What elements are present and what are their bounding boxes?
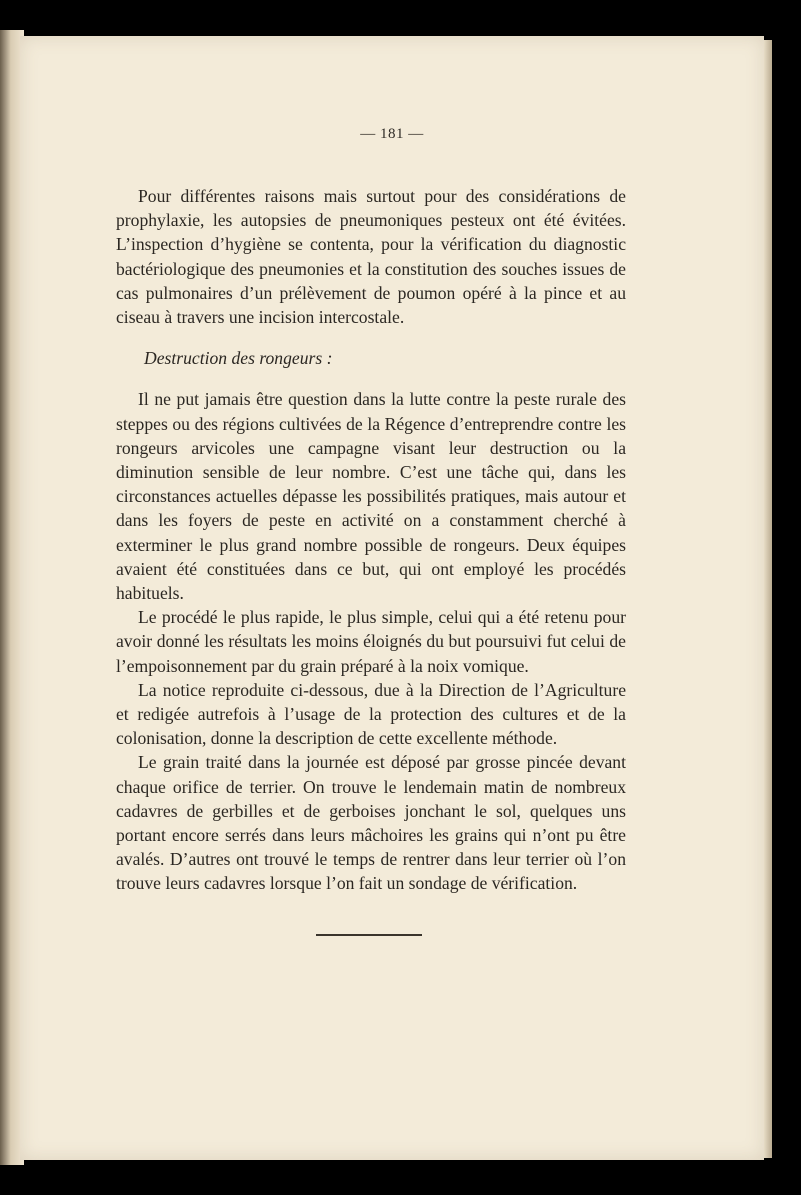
paragraph: Le grain traité dans la journée est déposé par grosse pincée devant chaque orifice de terrier. On trouve le lendemain matin de nombreux cadavres de gerbilles et de gerboises jonchant le sol, quelques uns portant encore serrés dans leurs mâchoires les grains qui n’ont pu être avalés. D’autres ont trouvé le temps de rentrer dans leur terrier où l’on trouve leurs cadavres lorsque l’on fait un sondage de vérification. bbox=[116, 752, 626, 894]
page-right-edge bbox=[764, 40, 772, 1158]
paragraph: Il ne put jamais être question dans la lutte contre la peste rurale des steppes ou des régions cultivées de la Régence d’entreprendre contre les rongeurs arvicoles une campagne visant leur destruction ou la diminution sensible de leur nombre. C’est une tâche qui, dans les circonstances actuelles dépasse les possibilités pratiques, mais autour et dans les foyers de peste en activité on a constamment cherché à exterminer le plus grand nombre possible de rongeurs. Deux équipes avaient été constituées dans ce but, qui ont employé les procédés habituels. bbox=[116, 389, 626, 604]
paragraph: Pour différentes raisons mais surtout pour des considérations de prophylaxie, les autopsies de pneumoniques pesteux ont été évitées. L’inspection d’hygiène se contenta, pour la vérification du diagnostic bactériologique des pneumonies et la constitution des souches issues de cas pulmonaires d’un prélèvement de poumon opéré à la pince et au ciseau à travers une incision intercostale. bbox=[116, 186, 626, 328]
body-text bbox=[116, 184, 626, 896]
paragraph: La notice reproduite ci-dessous, due à la Direction de l’Agriculture et redigée autrefois à l’usage de la protection des cultures et de la colonisation, donne la description de cette excellente méthode. bbox=[116, 679, 626, 749]
paragraph: Le procédé le plus rapide, le plus simple, celui qui a été retenu pour avoir donné les résultats les moins éloignés du but poursuivi fut celui de l’empoisonnement par du grain préparé à la noix vomique. bbox=[116, 607, 626, 676]
section-heading: Destruction des rongeurs : bbox=[144, 348, 333, 369]
book-page bbox=[20, 36, 764, 1160]
section-end-rule bbox=[316, 934, 422, 936]
page-number: — 181 — bbox=[360, 126, 424, 142]
